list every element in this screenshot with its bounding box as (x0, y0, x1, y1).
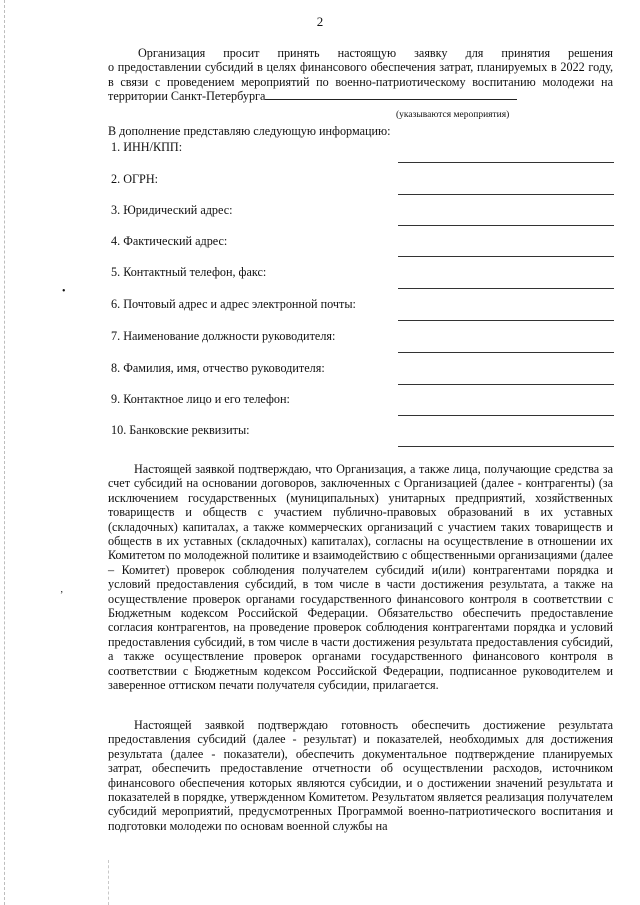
event-fill-line (265, 89, 517, 100)
form-item-ogrn: 2. ОГРН: (111, 172, 159, 186)
readiness-paragraph: Настоящей заявкой подтверждаю готовность обеспечить достижение результата предоставления субсидий (далее - результат) и показателей, необходимых для достижения результата (далее - показатели), обеспечить документальное подтверждение планируемых затрат, обеспечить предоставление отчетности об осуществлении расходов, источником финансового обеспечения которых являются субсидии, и о достижении значений результата и показателей в порядке, утвержденном Комитетом. Результатом является реализация получателем субсидий мероприятий, предусмотренных Программой военно-патриотического воспитания и подготовки молодежи по основам военной службы на (108, 718, 613, 833)
scan-margin-mark (108, 860, 110, 905)
form-item-actual-address: 4. Фактический адрес: (111, 234, 228, 248)
event-hint: (указываются мероприятия) (396, 110, 510, 120)
additional-info-heading: В дополнение представляю следующую информацию: (108, 124, 391, 138)
form-item-director-position: 7. Наименование должности руководителя: (111, 329, 336, 343)
scan-speck: ‚ (60, 584, 64, 595)
fill-line-phone-fax (398, 288, 614, 289)
form-item-director-name: 8. Фамилия, имя, отчество руководителя: (111, 361, 325, 375)
fill-line-contact-person (398, 415, 614, 416)
form-item-contact-person: 9. Контактное лицо и его телефон: (111, 392, 290, 406)
form-item-inn: 1. ИНН/КПП: (111, 140, 183, 154)
fill-line-postal-email (398, 320, 614, 321)
intro-paragraph (108, 46, 613, 104)
form-item-legal-address: 3. Юридический адрес: (111, 203, 233, 217)
intro-first-line: Организация просит принять настоящую заявку для принятия решения (138, 46, 613, 60)
fill-line-actual-address (398, 256, 614, 257)
form-item-bank-details: 10. Банковские реквизиты: (111, 423, 250, 437)
scan-speck: • (62, 286, 66, 297)
form-item-postal-email: 6. Почтовый адрес и адрес электронной почты: (111, 297, 356, 311)
page-number: 2 (316, 14, 324, 29)
scan-margin-mark (4, 0, 8, 905)
fill-line-legal-address (398, 225, 614, 226)
fill-line-inn (398, 162, 614, 163)
intro-text: о предоставлении субсидий в целях финансового обеспечения затрат, планируемых в 2022 году, в связи с проведением мероприятий по военно-патриотическому воспитанию молодежи на территории Санкт-Петербурга (108, 60, 613, 104)
fill-line-bank-details (398, 446, 614, 447)
confirmation-paragraph: Настоящей заявкой подтверждаю, что Организация, а также лица, получающие средства за счет субсидий на основании договоров, заключенных с Организацией (далее - контрагенты) (за исключением государственных (муниципальных) унитарных предприятий, хозяйственных товариществ и обществ с участием публично-правовых образований в их уставных (складочных) капиталах, а также коммерческих организаций с участием таких товариществ и обществ в их уставных (складочных) капиталах), согласны на осуществление в отношении их Комитетом по молодежной политике и взаимодействию с общественными организациями (далее – Комитет) проверок соблюдения получателем субсидий и(или) контрагентами порядка и условий предоставления субсидий, в том числе в части достижения результата, а также на осуществление проверок органами государственного финансового контроля в соответствии с Бюджетным кодексом Российской Федерации. Обязательство обеспечить предоставление согласия контрагентов, на проведение проверок соблюдения контрагентами порядка и условий предоставления субсидий, в том числе в части достижения результата предоставления субсидий, а также осуществление проверок органами государственного финансового контроля в соответствии с Бюджетным кодексом Российской Федерации, подписанное руководителем и заверенное оттиском печати получателя субсидии, прилагается. (108, 462, 613, 693)
form-item-phone-fax: 5. Контактный телефон, факс: (111, 265, 267, 279)
fill-line-director-position (398, 352, 614, 353)
fill-line-director-name (398, 384, 614, 385)
fill-line-ogrn (398, 194, 614, 195)
